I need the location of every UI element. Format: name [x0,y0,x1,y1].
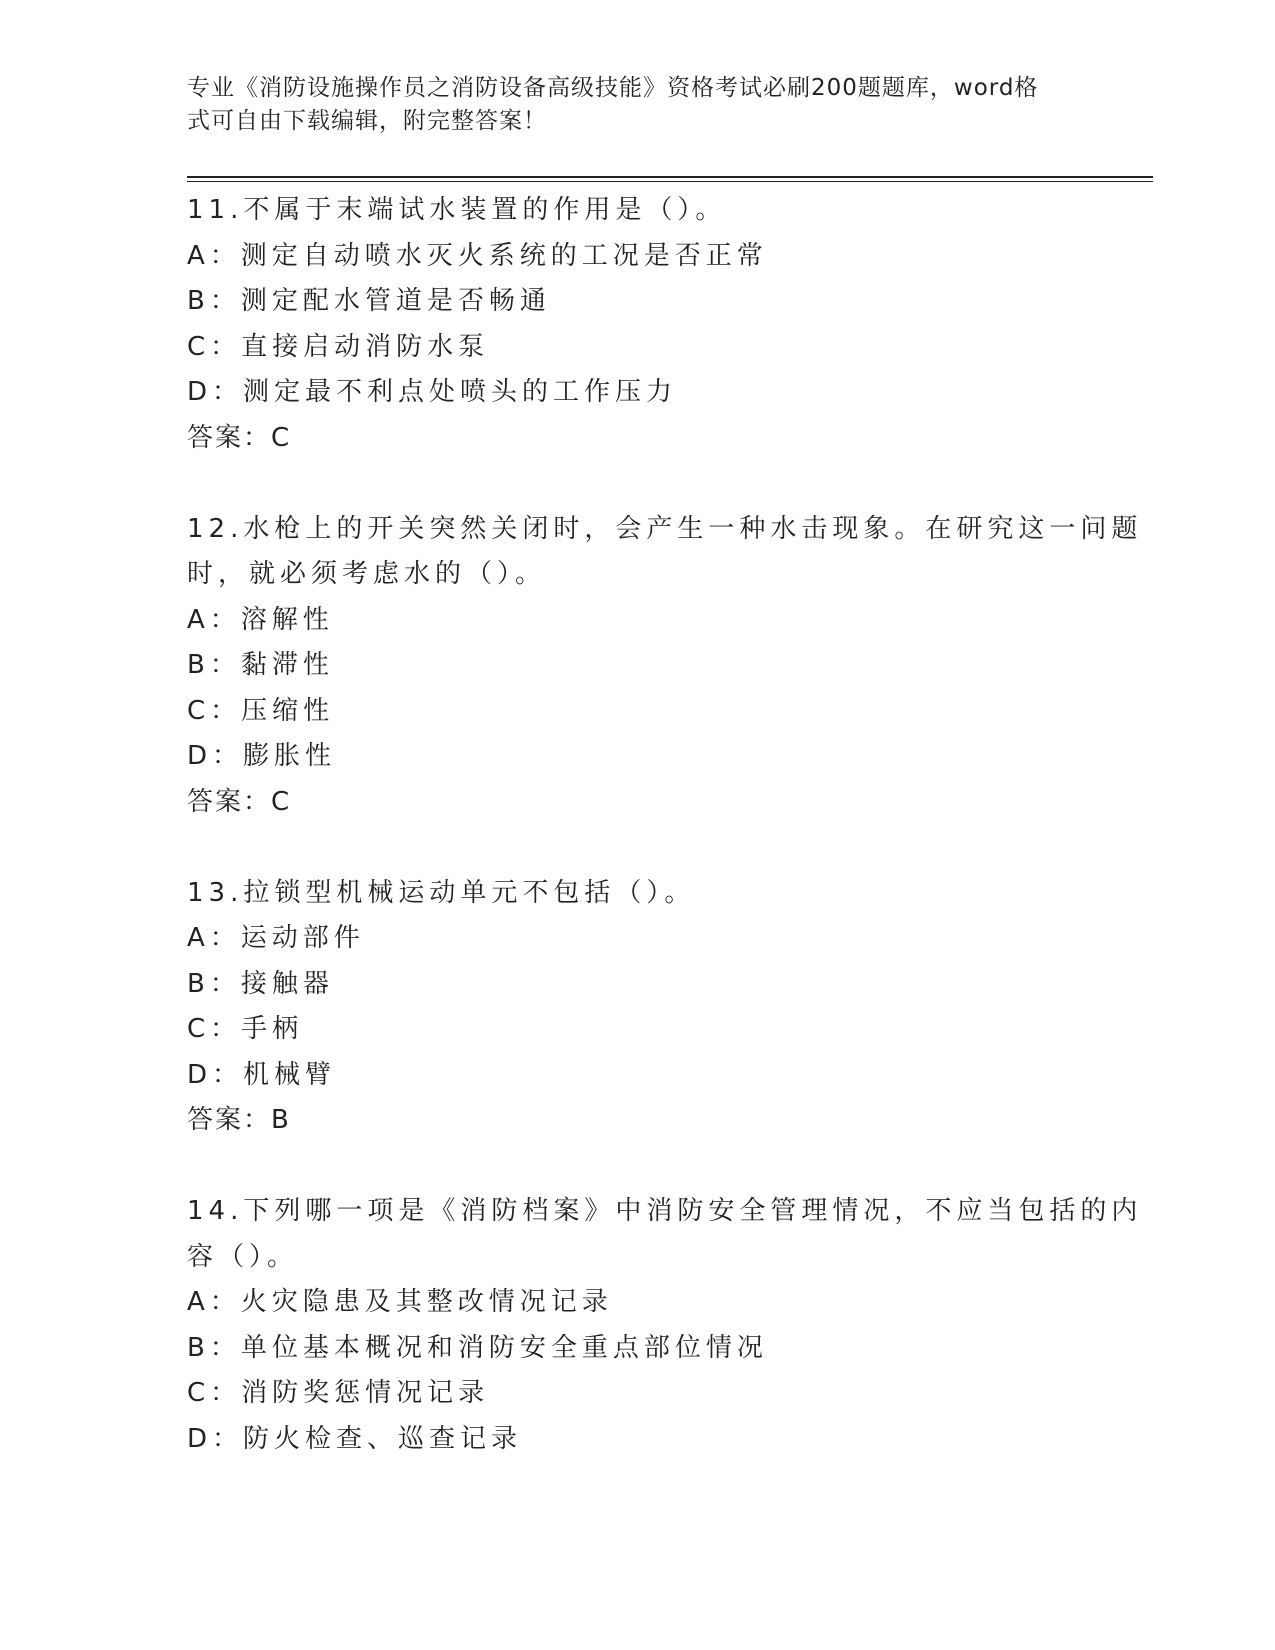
option-c: C：压缩性 [187,695,335,726]
option-b: B：测定配水管道是否畅通 [187,286,551,316]
header-line-2: 式可自由下载编辑，附完整答案！ [187,108,547,134]
question-block [187,1189,1143,1462]
question-list [187,188,1143,1462]
question-spacer [187,825,1087,871]
option-a: A：运动部件 [187,923,365,953]
option-c: C：消防奖惩情况记录 [187,1378,490,1408]
option-a: A：溶解性 [187,604,334,635]
option-a: A：火灾隐患及其整改情况记录 [187,1287,613,1317]
question-text: 12.水枪上的开关突然关闭时，会产生一种水击现象。在研究这一问题 [187,513,1143,544]
option-c: C：直接启动消防水泵 [187,331,490,362]
question-spacer [187,1144,1087,1190]
answer-text: 答案：B [187,1105,291,1135]
header-divider-thin [187,181,1153,182]
option-d: D：防火检查、巡查记录 [187,1423,523,1454]
option-c: C：手柄 [187,1014,304,1044]
question-text-continued: 容（）。 [187,1241,299,1272]
option-b: B：接触器 [187,968,334,999]
header-line-1: 专业《消防设施操作员之消防设备高级技能》资格考试必刷200题题库，word格 [187,75,1039,101]
question-spacer [187,461,1087,507]
option-d: D：测定最不利点处喷头的工作压力 [187,377,678,407]
question-text: 13.拉锁型机械运动单元不包括（）。 [187,877,696,908]
question-block [187,507,1143,826]
option-d: D：机械臂 [187,1059,337,1090]
header-divider-thick [187,176,1153,178]
option-b: B：单位基本概况和消防安全重点部位情况 [187,1332,768,1363]
question-text: 14.下列哪一项是《消防档案》中消防安全管理情况，不应当包括的内 [187,1196,1143,1226]
option-b: B：黏滞性 [187,650,334,680]
option-a: A：测定自动喷水灭火系统的工况是否正常 [187,240,768,271]
question-block [187,188,1087,461]
answer-text: 答案：C [187,786,292,817]
question-block [187,871,1087,1144]
question-text: 11.不属于末端试水装置的作用是（）。 [187,195,727,225]
question-text-continued: 时，就必须考虑水的（）。 [187,559,547,589]
document-header [187,72,1067,138]
option-d: D：膨胀性 [187,741,337,771]
answer-text: 答案：C [187,422,292,453]
